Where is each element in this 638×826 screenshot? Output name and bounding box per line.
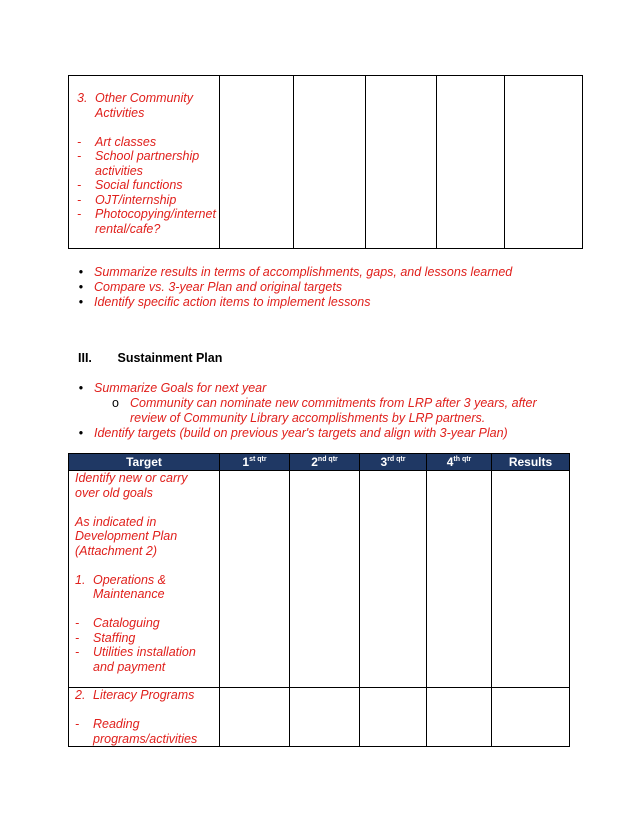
sub-bullet-text: Community can nominate new commitments from LRP after 3 years, after bbox=[130, 396, 537, 410]
list-item bbox=[77, 193, 217, 208]
header-q4: $4^{th qtr}$ bbox=[427, 454, 492, 471]
cell-text: (Attachment 2) bbox=[75, 543, 157, 558]
list-item bbox=[77, 178, 217, 193]
dash-marker: - bbox=[77, 192, 82, 207]
list-item bbox=[77, 207, 217, 236]
header-q3: $3^{rd qtr}$ bbox=[360, 454, 427, 471]
circle-bullet-icon: o bbox=[112, 396, 119, 410]
dash-marker: - bbox=[77, 207, 82, 221]
q1-cell[interactable] bbox=[220, 471, 290, 688]
numbered-item bbox=[77, 91, 217, 120]
results-cell[interactable] bbox=[505, 76, 583, 249]
bullet-item bbox=[68, 295, 588, 310]
sub-bullet-text: review of Community Library accomplishments by LRP partners. bbox=[130, 411, 486, 425]
q2-cell[interactable] bbox=[290, 471, 360, 688]
item-text: Utilities installation bbox=[93, 645, 196, 659]
item-text: Social functions bbox=[95, 178, 183, 192]
q1-cell[interactable] bbox=[220, 688, 290, 747]
cell-text: Development Plan bbox=[75, 529, 178, 543]
q1-cell[interactable] bbox=[220, 76, 294, 249]
dash-marker: - bbox=[75, 645, 80, 659]
dash-marker: - bbox=[75, 717, 80, 731]
target-cell bbox=[69, 688, 220, 747]
list-item bbox=[77, 135, 217, 150]
item-text: School partnership bbox=[95, 149, 200, 163]
table-header-row bbox=[69, 454, 570, 471]
header-target: Target bbox=[69, 454, 220, 471]
q4-cell[interactable] bbox=[427, 471, 492, 688]
item-number: 1. bbox=[75, 572, 86, 587]
table-row bbox=[69, 688, 570, 747]
review-bullets bbox=[68, 265, 588, 310]
results-cell[interactable] bbox=[492, 688, 570, 747]
item-text: Cataloguing bbox=[93, 616, 160, 630]
item-text: Reading bbox=[93, 717, 140, 731]
sub-bullet-item bbox=[68, 396, 588, 426]
target-cell bbox=[69, 76, 220, 249]
bullet-icon: • bbox=[78, 381, 84, 395]
bullet-item bbox=[68, 426, 588, 441]
bullet-icon: • bbox=[78, 265, 84, 279]
bullet-icon: • bbox=[78, 295, 84, 309]
item-number: 3. bbox=[77, 91, 88, 105]
list-item bbox=[75, 631, 217, 646]
bullet-text: Summarize results in terms of accomplishments, gaps, and lessons learned bbox=[94, 265, 513, 279]
item-text: Activities bbox=[95, 105, 145, 120]
q4-cell[interactable] bbox=[437, 76, 505, 249]
q3-cell[interactable] bbox=[360, 471, 427, 688]
item-number: 2. bbox=[75, 688, 86, 702]
list-item bbox=[75, 616, 217, 631]
item-text: Operations & bbox=[93, 572, 166, 587]
numbered-item bbox=[75, 688, 217, 703]
section-number: III. bbox=[78, 351, 92, 365]
item-text: Art classes bbox=[95, 134, 157, 149]
dash-marker: - bbox=[75, 616, 80, 630]
q2-cell[interactable] bbox=[294, 76, 366, 249]
dash-marker: - bbox=[77, 149, 82, 163]
header-q1: $1^{st qtr}$ bbox=[220, 454, 290, 471]
item-text: Staffing bbox=[93, 630, 136, 645]
bullet-text: Identify targets (build on previous year's targets and align with 3-year Plan) bbox=[94, 426, 508, 440]
list-item bbox=[77, 149, 217, 178]
cell-text: over old goals bbox=[75, 485, 153, 500]
target-cell bbox=[69, 471, 220, 688]
dash-marker: - bbox=[75, 630, 80, 645]
q2-cell[interactable] bbox=[290, 688, 360, 747]
cell-text: Identify new or carry bbox=[75, 471, 188, 485]
q3-cell[interactable] bbox=[360, 688, 427, 747]
bullet-item bbox=[68, 381, 588, 396]
dash-marker: - bbox=[77, 178, 82, 192]
item-text: activities bbox=[95, 163, 143, 178]
sustainment-plan-table bbox=[68, 453, 570, 747]
list-item bbox=[75, 645, 217, 674]
item-text: rental/cafe? bbox=[95, 221, 161, 236]
list-item bbox=[75, 717, 217, 746]
bullet-item bbox=[68, 280, 588, 295]
bullet-item bbox=[68, 265, 588, 280]
item-text: programs/activities bbox=[93, 731, 198, 746]
item-text: Literacy Programs bbox=[93, 688, 195, 702]
item-text: OJT/internship bbox=[95, 192, 177, 207]
cell-text: As indicated in bbox=[75, 514, 157, 529]
results-cell[interactable] bbox=[492, 471, 570, 688]
community-activities-table bbox=[68, 75, 583, 249]
item-text: Photocopying/internet bbox=[95, 207, 216, 221]
table-row bbox=[69, 471, 570, 688]
q3-cell[interactable] bbox=[366, 76, 437, 249]
header-results: Results bbox=[492, 454, 570, 471]
item-text: and payment bbox=[93, 659, 166, 674]
numbered-item bbox=[75, 573, 217, 602]
bullet-icon: • bbox=[78, 280, 84, 294]
section-title: Sustainment Plan bbox=[117, 351, 223, 365]
bullet-icon: • bbox=[78, 426, 84, 440]
section-heading bbox=[78, 351, 222, 365]
plan-bullets bbox=[68, 381, 588, 441]
dash-marker: - bbox=[77, 134, 82, 149]
item-text: Other Community bbox=[95, 91, 193, 105]
bullet-text: Compare vs. 3-year Plan and original targets bbox=[94, 280, 343, 294]
q4-cell[interactable] bbox=[427, 688, 492, 747]
bullet-text: Summarize Goals for next year bbox=[94, 381, 267, 395]
bullet-text: Identify specific action items to implement lessons bbox=[94, 295, 371, 309]
header-q2: $2^{nd qtr}$ bbox=[290, 454, 360, 471]
item-text: Maintenance bbox=[93, 587, 165, 601]
